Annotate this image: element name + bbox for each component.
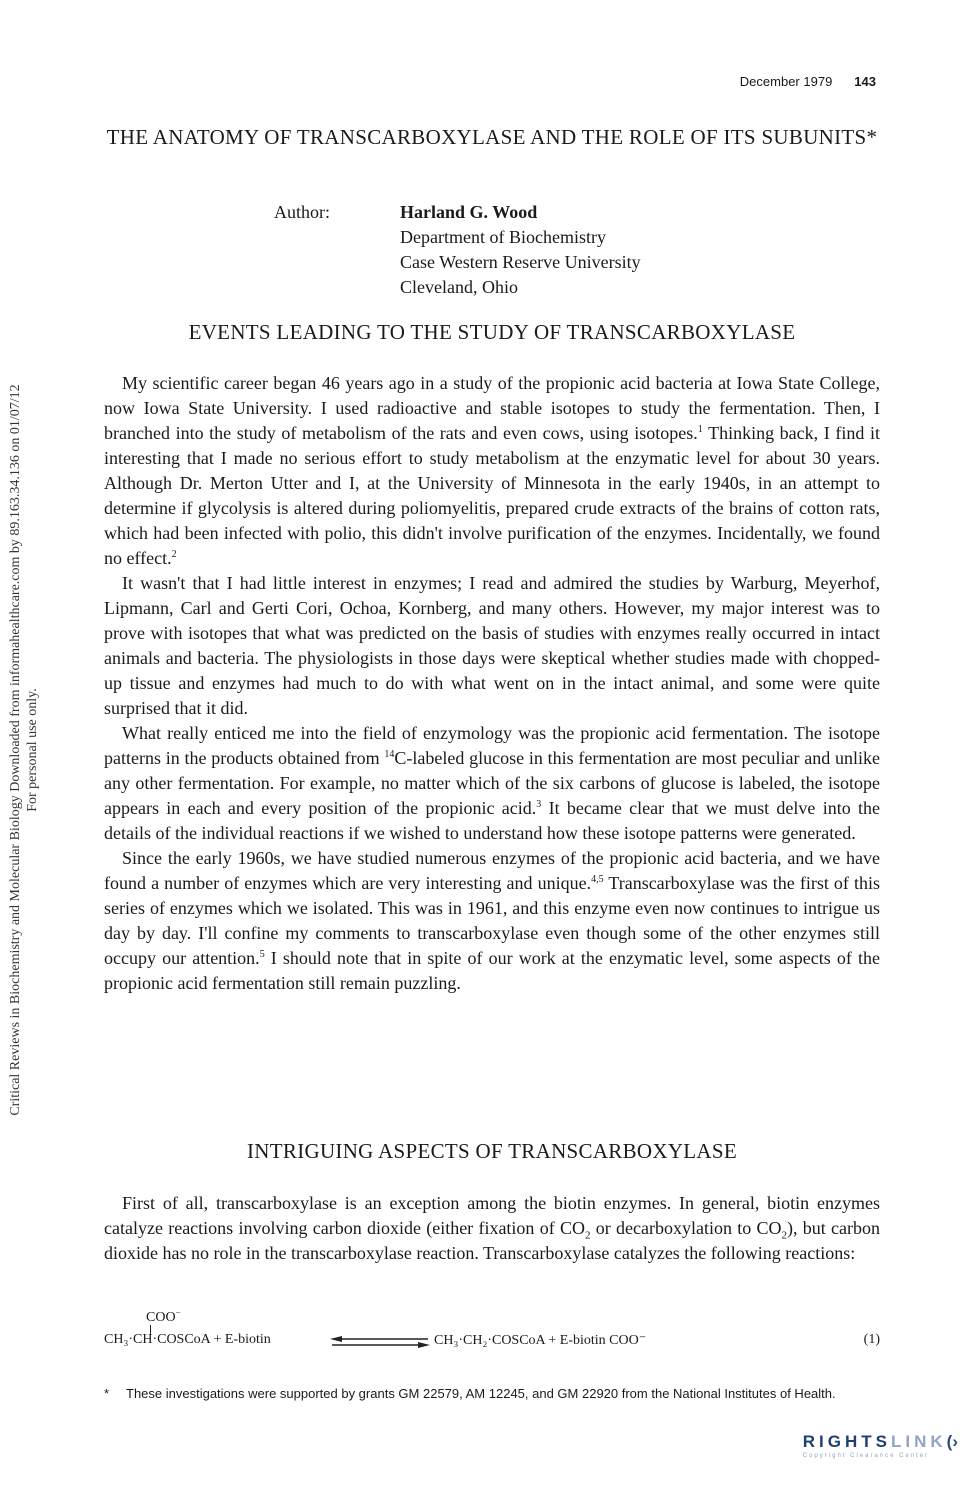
author-name: Harland G. Wood [400,202,538,222]
reference-marker: 3 [536,799,542,810]
author-department: Department of Biochemistry [400,227,606,247]
download-notice-line1: Critical Reviews in Biochemistry and Molecular Biology Downloaded from informahealthcare.com by 89.163.34.136 on 01/07/12 [8,384,23,1116]
author-institution: Case Western Reserve University [400,252,641,272]
download-notice [7,384,41,1115]
paragraph: Since the early 1960s, we have studied numerous enzymes of the propionic acid bacteria, and we have found a number of enzymes which are very interesting and unique.$^{4,5}$ Transcarboxylase was the first of this series of enzymes which we isolated. This was in 1961, and this enzyme even now continues to intrigue us day by day. I'll confine my comments to transcarboxylase even though some of the other enzymes still occupy our attention.$^5$ I should note that in spite of our work at the enzymatic level, some aspects of the propionic acid fermentation still remain puzzling. [104,848,881,993]
paragraph: What really enticed me into the field of enzymology was the propionic acid fermentation. The isotope patterns in the products obtained from $^{14}$C-labeled glucose in this fermentation are most peculiar and unlike any other fermentation. For example, no matter which of the six carbons of glucose is labeled, the isotope appears in each and every position of the propionic acid.$^3$ It became clear that we must delve into the details of the individual reactions if we wished to understand how these isotope patterns were generated. [104,723,881,843]
issue-date: December 1979 [739,74,833,89]
download-notice-line2: For personal use only. [25,688,40,812]
reference-marker: 2 [171,549,177,560]
reference-marker: 5 [259,949,265,960]
paragraph: It wasn't that I had little interest in enzymes; I read and admired the studies by Warburg, Meyerhof, Lipmann, Carl and Gerti Cori, Ochoa, Kornberg, and many others. However, my major interest was to prove with isotopes that what was predicted on the basis of studies with enzymes really occurred in intact animals and bacteria. The physiologists in those days were skeptical whether studies made with chopped-up tissue and enzymes had much to do with what went on in the intact animal, and some were quite surprised that it did. [104,573,880,718]
equation-products: CH₃·CH₂·COSCoA + E-biotin COO⁻ [434,1333,647,1348]
footnote [104,1384,880,1403]
equation-reactants: CH₃·CH·COSCoA + E-biotin [104,1332,271,1347]
rightslink-logo [803,1432,958,1459]
rightslink-arrow-icon: (› [946,1432,958,1451]
equation-number: (1) [863,1332,880,1347]
rightslink-light: LINK [891,1432,947,1451]
carboxyl-group-label: COO− [146,1307,181,1325]
author-info [400,200,641,300]
reference-marker: 4,5 [591,874,604,885]
reference-marker: 1 [697,424,703,435]
author-label: Author: [274,202,330,222]
isotope-superscript: 14 [384,749,395,760]
section-body-intriguing [104,1191,880,1266]
running-head [740,74,876,89]
equilibrium-arrow-icon [330,1336,430,1348]
section-heading-intriguing: INTRIGUING ASPECTS OF TRANSCARBOXYLASE [247,1139,737,1163]
paragraph: My scientific career began 46 years ago in a study of the propionic acid bacteria at Iowa State College, now Iowa State University. I used radioactive and stable isotopes to study the fermentation. Then, I branched into the study of metabolism of the rats and even cows, using isotopes.$^1$ Thinking back, I find it interesting that I made no serious effort to study metabolism at the enzymatic level for about 30 years. Although Dr. Merton Utter and I, at the University of Minnesota in the early 1940s, in an attempt to determine if glycolysis is altered during poliomyelitis, prepared crude extracts of the brains of cotton rats, which had been infected with polio, this didn't involve purification of the enzymes. Incidentally, we found no effect.$^2$ [104,373,880,568]
section-body-events [104,371,880,996]
rightslink-bold: RIGHTS [802,1432,891,1451]
page-number: 143 [854,74,876,89]
author-location: Cleveland, Ohio [400,277,518,297]
reaction-equation-1 [104,1307,880,1360]
footnote-marker: * [104,1386,110,1401]
paragraph: First of all, transcarboxylase is an exception among the biotin enzymes. In general, biotin enzymes catalyze reactions involving carbon dioxide (either fixation of $CO_2$ or decarboxylation to $CO_2$), but carbon dioxide has no role in the transcarboxylase reaction. Transcarboxylase catalyzes the following reactions: [104,1193,880,1263]
rightslink-subtitle: Copyright Clearance Center [802,1453,930,1459]
download-sidebar [4,310,44,1190]
article-title: THE ANATOMY OF TRANSCARBOXYLASE AND THE ROLE OF ITS SUBUNITS* [106,125,878,149]
section-heading-events: EVENTS LEADING TO THE STUDY OF TRANSCARBOXYLASE [188,320,796,344]
footnote-text: These investigations were supported by grants GM 22579, AM 12245, and GM 22920 from the National Institutes of Health. [126,1386,836,1401]
